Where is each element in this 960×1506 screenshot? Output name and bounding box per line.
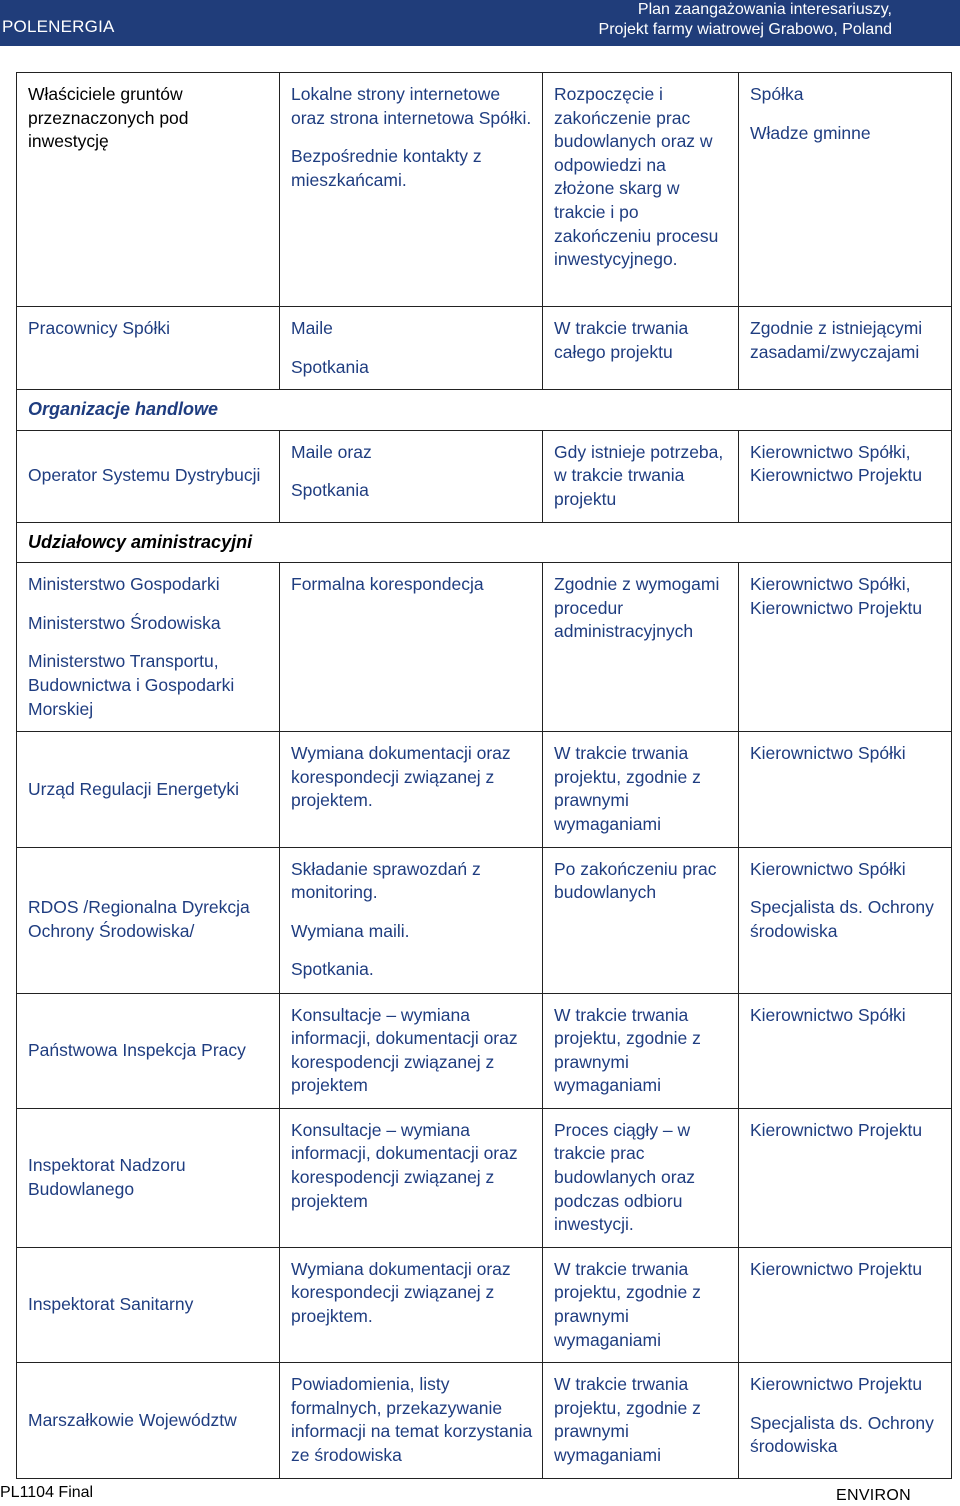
header-title-line2: Projekt farmy wiatrowej Grabowo, Poland — [598, 21, 892, 38]
cell-text: Właściciele gruntów przeznaczonych pod inwestycję — [28, 84, 189, 152]
cell-text: Spotkania — [291, 356, 369, 377]
cell-text: Specjalista ds. Ochrony środowiska — [750, 1412, 934, 1457]
method-cell — [280, 1247, 543, 1362]
stakeholder-cell — [17, 307, 280, 390]
cell-text: Kierownictwo Projektu — [750, 1258, 923, 1279]
header-title — [599, 0, 892, 40]
cell-text: Pracownicy Spółki — [28, 318, 170, 338]
cell-text: Wymiana dokumentacji oraz korespondecji związanej z proejktem. — [291, 1258, 511, 1327]
section-heading-admin: Udziałowcy aministracyjni — [17, 522, 952, 563]
cell-text: Lokalne strony internetowe oraz strona internetowa Spółki. — [291, 84, 532, 128]
cell-text: Konsultacje – wymiana informacji, dokumentacji oraz korespodencji związanej z projektem — [291, 1004, 518, 1096]
cell-text: Kierownictwo Spółki — [750, 743, 906, 764]
cell-text: Formalna korespondecja — [291, 574, 484, 595]
cell-text: Wymiana dokumentacji oraz korespondecji związanej z projektem. — [291, 743, 511, 811]
cell-text: Marszałkowie Województw — [28, 1409, 237, 1430]
table-row — [17, 732, 952, 847]
cell-text: Powiadomienia, listy formalnych, przekazywanie informacji na temat korzystania ze środowiska — [291, 1374, 533, 1465]
timing-cell — [543, 1363, 739, 1478]
table-row — [17, 847, 952, 993]
cell-text: Rozpoczęcie i zakończenie prac budowlanych oraz w odpowiedzi na złożone skarg w trakcie i po zakończeniu procesu inwestycyjnego. — [554, 84, 719, 270]
cell-text: Inspektorat Sanitarny — [28, 1294, 194, 1315]
timing-cell — [543, 307, 739, 390]
cell-text: W trakcie trwania całego projektu — [554, 318, 689, 362]
cell-text: Maile — [291, 318, 333, 338]
responsible-cell — [739, 1108, 952, 1247]
table-row — [17, 307, 952, 390]
cell-text: Składanie sprawozdań z monitoring. — [291, 858, 481, 903]
footer-company: ENVIRON — [836, 1487, 911, 1504]
stakeholder-cell — [17, 732, 280, 847]
cell-text: Kierownictwo Spółki — [750, 858, 906, 879]
stakeholder-cell — [17, 993, 280, 1108]
cell-text: W trakcie trwania projektu, zgodnie z prawnymi wymaganiami — [554, 1258, 701, 1350]
method-cell — [280, 430, 543, 522]
cell-text: Bezpośrednie kontakty z mieszkańcami. — [291, 146, 482, 190]
table-row — [17, 1108, 952, 1247]
cell-text: Kierownictwo Spółki — [750, 1004, 906, 1025]
timing-cell — [543, 563, 739, 732]
stakeholder-cell — [17, 430, 280, 522]
cell-text: Władze gminne — [750, 122, 871, 143]
timing-cell — [543, 73, 739, 307]
cell-text: W trakcie trwania projektu, zgodnie z prawnymi wymaganiami — [554, 1004, 701, 1096]
method-cell — [280, 307, 543, 390]
method-cell — [280, 1363, 543, 1478]
table-row — [17, 430, 952, 522]
cell-text: Inspektorat Nadzoru Budowlanego — [28, 1155, 186, 1199]
responsible-cell — [739, 993, 952, 1108]
cell-text: Zgodnie z wymogami procedur administracyjnych — [554, 574, 720, 642]
cell-text: Ministerstwo Gospodarki — [28, 574, 220, 595]
table-row — [17, 563, 952, 732]
cell-text: Zgodnie z istniejącymi zasadami/zwyczajami — [750, 318, 923, 362]
cell-text: Państwowa Inspekcja Pracy — [28, 1039, 246, 1060]
cell-text: Spółka — [750, 84, 804, 104]
section-row — [17, 522, 952, 563]
cell-text: Wymiana maili. — [291, 920, 410, 941]
cell-text: Operator Systemu Dystrybucji — [28, 465, 261, 486]
responsible-cell — [739, 307, 952, 390]
cell-text: Specjalista ds. Ochrony środowiska — [750, 897, 934, 941]
page-header — [0, 0, 960, 46]
header-brand: POLENERGIA — [2, 17, 115, 36]
section-row — [17, 390, 952, 431]
stakeholder-cell — [17, 563, 280, 732]
cell-text: Kierownictwo Projektu — [750, 1374, 923, 1395]
cell-text: Konsultacje – wymiana informacji, dokumentacji oraz korespodencji związanej z projektem — [291, 1119, 518, 1211]
method-cell — [280, 73, 543, 307]
responsible-cell — [739, 430, 952, 522]
cell-text: Maile oraz — [291, 441, 372, 462]
footer-doc-id: PL1104 Final — [0, 1484, 94, 1501]
stakeholder-table — [16, 72, 952, 1479]
method-cell — [280, 563, 543, 732]
responsible-cell — [739, 73, 952, 307]
cell-text: W trakcie trwania projektu, zgodnie z prawnymi wymaganiami — [554, 743, 701, 834]
method-cell — [280, 732, 543, 847]
cell-text: Ministerstwo Środowiska — [28, 612, 221, 633]
timing-cell — [543, 993, 739, 1108]
responsible-cell — [739, 1363, 952, 1478]
responsible-cell — [739, 732, 952, 847]
cell-text: Gdy istnieje potrzeba, w trakcie trwania projektu — [554, 441, 724, 509]
table-row — [17, 1363, 952, 1478]
cell-text: Kierownictwo Projektu — [750, 1119, 923, 1140]
cell-text: Po zakończeniu prac budowlanych — [554, 858, 717, 903]
cell-text: Ministerstwo Transportu, Budownictwa i Gospodarki Morskiej — [28, 651, 235, 719]
method-cell — [280, 847, 543, 993]
stakeholder-cell — [17, 73, 280, 307]
cell-text: Spotkania — [291, 480, 369, 501]
cell-text: W trakcie trwania projektu, zgodnie z prawnymi wymaganiami — [554, 1374, 701, 1465]
cell-text: Kierownictwo Spółki, Kierownictwo Projektu — [750, 574, 923, 618]
cell-text: Spotkania. — [291, 959, 374, 980]
section-heading-trade: Organizacje handlowe — [17, 390, 952, 431]
table-row — [17, 1247, 952, 1362]
timing-cell — [543, 732, 739, 847]
responsible-cell — [739, 847, 952, 993]
cell-text: RDOS /Regionalna Dyrekcja Ochrony Środowiska/ — [28, 897, 250, 941]
responsible-cell — [739, 1247, 952, 1362]
timing-cell — [543, 847, 739, 993]
stakeholder-cell — [17, 1108, 280, 1247]
stakeholder-cell — [17, 847, 280, 993]
timing-cell — [543, 1108, 739, 1247]
timing-cell — [543, 1247, 739, 1362]
timing-cell — [543, 430, 739, 522]
responsible-cell — [739, 563, 952, 732]
header-title-line1: Plan zaangażowania interesariuszy, — [637, 1, 892, 18]
method-cell — [280, 1108, 543, 1247]
cell-text: Kierownictwo Spółki, Kierownictwo Projektu — [750, 441, 923, 486]
stakeholder-cell — [17, 1247, 280, 1362]
stakeholder-cell — [17, 1363, 280, 1478]
table-row — [17, 993, 952, 1108]
method-cell — [280, 993, 543, 1108]
cell-text: Proces ciągły – w trakcie prac budowlanych oraz podczas odbioru inwestycji. — [554, 1119, 696, 1235]
table-row — [17, 73, 952, 307]
cell-text: Urząd Regulacji Energetyki — [28, 778, 240, 799]
